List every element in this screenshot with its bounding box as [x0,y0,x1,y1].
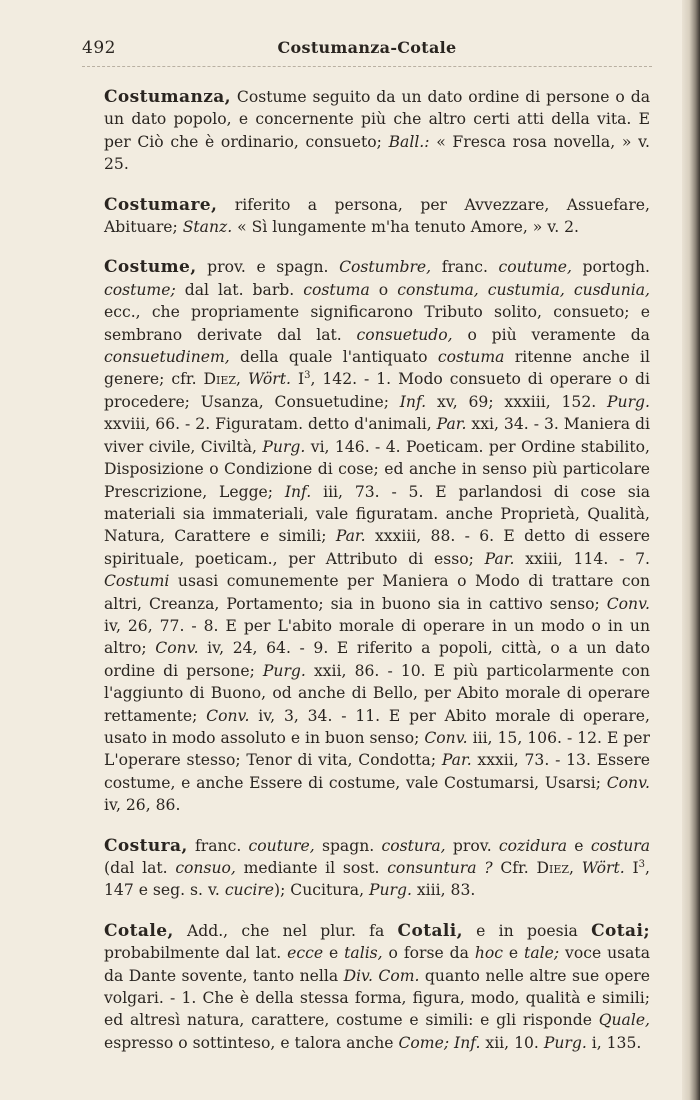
entry-text: iv, 3, 34. - 11. E per Abito morale di operare, usato in modo assoluto e in buon senso; [104,706,650,747]
page-number: 492 [82,38,116,58]
citation-italic: Costumbre, [339,258,432,277]
citation-italic: Costumi [104,572,170,591]
entry-text: , [236,370,248,389]
entry-text: xxii, 86. - 10. E più particolarmente con l'aggiunto di Buono, od anche di Bello, per Abito morale di operare rettamente; [104,661,650,725]
page-header [82,38,652,66]
citation-italic: costume; [104,280,176,299]
entry-text: xxxiii, 88. - 6. E detto di essere spirituale, poeticam., per Attributo di esso; [104,527,650,568]
citation-italic: consuetudinem, [104,348,230,367]
entry-text: e [502,944,525,963]
citation-italic: coutume, [498,258,572,277]
entry-text: Diez [536,859,569,877]
citation-italic: tale; [524,944,560,963]
entry-text: xii, 10. [480,1033,544,1052]
entry-headword: Costumanza, [104,87,232,107]
dictionary-entry [104,835,650,902]
citation-italic: Stanz. [182,218,233,237]
citation-italic: Par. [441,751,472,770]
entry-text: I [291,370,305,389]
entry-text: riferito a persona, per Avvezzare, Assuefare, Abituare; [104,195,650,237]
entry-text: espresso o sottinteso, e talora anche [104,1033,399,1052]
entry-text: iv, 26, 86. [104,796,181,815]
entry-text: ecc., che propriamente significarono Tributo solito, consueto; e sembrano derivate dal lat. [104,303,650,344]
entry-text: (dal lat. [104,859,176,877]
citation-italic: costura [590,836,650,855]
entry-text: della quale l'antiquato [229,348,438,367]
entry-text: xxxii, 73. - 13. Essere costume, e anche Essere di costume, vale Costumarsi, Usarsi; [104,751,650,792]
citation-italic: Conv. [424,728,468,747]
citation-italic: Inf. [454,1033,481,1052]
entry-text: spagn. [314,836,382,855]
citation-italic: costura, [381,836,446,855]
entry-text: o [369,280,398,299]
entry-text: , 142. - 1. Modo consueto di operare o di procedere; Usanza, Consuetudine; [104,370,650,411]
entry-text: e [567,836,591,855]
entry-headword: Cotale, [104,920,174,941]
citation-italic: Wört. [581,859,625,877]
entry-text: xv, 69; xxxiii, 152. [426,392,608,411]
citation-italic: Conv. [606,594,650,613]
entry-text: portogh. [571,258,650,277]
entry-text: o più veramente da [452,325,650,344]
citation-italic: consuo, [175,859,236,877]
entry-text: xxiii, 114. - 7. [514,549,651,568]
entry-text: iii, 73. - 5. E parlandosi di cose sia materiali sia immateriali, vale figuratam. anche Proprietà, Qualità, Natura, Carattere e simili; [104,482,650,546]
dictionary-entry [104,256,650,816]
citation-italic: Par. [484,549,515,568]
entry-text: dal lat. barb. [175,280,304,299]
entry-text: « Sì lungamente m'ha tenuto Amore, » v. 2. [232,218,579,237]
citation-italic: Div. Com. [343,966,420,985]
entry-text: Costume seguito da un dato ordine di persone o da un dato popolo, e concernente più che altro certi atti della vita. E per Ciò che è ordinario, consueto; [104,88,650,151]
entry-text: franc. [431,258,499,277]
dictionary-entry [104,920,650,1054]
dictionary-entry [104,86,650,176]
entry-text: 3 [638,858,645,870]
entry-text: e in poesia [462,921,592,940]
citation-italic: constuma, custumia, cusdunia, [397,280,650,299]
citation-italic: cozidura [498,836,568,855]
entry-text: i, 135. [586,1033,642,1052]
citation-italic: Par. [436,415,467,434]
inline-headword: Cotai; [591,920,650,941]
citation-italic: hoc [474,944,503,963]
entry-text: quanto nelle altre sue opere volgari. - 1. Che è della stessa forma, figura, modo, qualità e simili; ed altresì natura, carattere, costume e simili: e gli risponde [104,966,650,1030]
entry-text: usasi comunemente per Maniera o Modo di trattare con altri, Creanza, Portamento; sia in buono sia in cattivo senso; [104,572,650,613]
citation-italic: couture, [248,836,315,855]
citation-italic: Purg. [368,881,412,900]
entry-text: Diez [203,370,237,389]
page-edge-shadow [682,0,700,1100]
citation-italic: Quale, [598,1011,650,1030]
citation-italic: costuma [303,280,370,299]
citation-italic: Conv. [206,706,250,725]
citation-italic: Purg. [543,1033,587,1052]
entry-text: ritenne anche il genere; cfr. [104,348,650,389]
entry-text: Cfr. [492,859,537,877]
inline-headword: Cotali, [397,920,463,941]
entry-text: ); Cucitura, [274,881,369,900]
entry-text: probabilmente dal lat. [104,944,288,963]
entry-text: I [624,859,639,877]
citation-italic: Conv. [155,639,199,658]
entry-text: mediante il sost. [235,859,388,877]
citation-italic: costuma [437,348,505,367]
entry-text: « Fresca rosa novella, » v. 25. [104,132,650,174]
entry-text: xxviii, 66. - 2. Figuratam. detto d'animali, [104,415,437,434]
citation-italic: consuetudo, [356,325,453,344]
entry-headword: Costura, [104,835,188,856]
entry-text: iv, 24, 64. - 9. E riferito a popoli, città, o a un dato ordine di persone; [104,639,650,680]
citation-italic: Wört. [247,370,291,389]
citation-italic: ecce [287,944,324,963]
entry-text: franc. [187,836,249,855]
dictionary-body [104,86,650,1072]
entry-text: prov. e spagn. [196,258,340,277]
entry-text: voce usata da Dante sovente, tanto nella [104,944,650,985]
dictionary-entry [104,194,650,239]
citation-italic: Purg. [262,437,306,456]
citation-italic: consuntura ? [387,859,493,877]
entry-text: xxi, 34. - 3. Maniera di viver civile, Civiltà, [104,415,650,456]
header-rule [82,66,652,67]
citation-italic: Inf. [399,392,427,411]
citation-italic: Par. [335,527,366,546]
entry-text: iv, 26, 77. - 8. E per L'abito morale di operare in un modo o in un altro; [104,616,650,658]
entry-text: 3 [304,370,311,382]
entry-text: iii, 15, 106. - 12. E per L'operare stesso; Tenor di vita, Condotta; [104,728,650,770]
entry-text: prov. [445,836,499,855]
entry-text: vi, 146. - 4. Poeticam. per Ordine stabilito, Disposizione o Condizione di cose; ed anche in senso più particolare Prescrizione, Legge; [104,437,650,501]
citation-italic: cucire [224,881,275,900]
citation-italic: Inf. [284,482,312,501]
citation-italic: Come; [398,1033,450,1052]
entry-text: , [569,859,582,877]
entry-text: , 147 e seg. s. v. [104,859,650,900]
entry-headword: Costume, [104,257,197,278]
running-head: Costumanza-Cotale [277,38,457,57]
entry-text: Add., che nel plur. fa [173,921,398,940]
citation-italic: Ball.: [388,132,430,151]
entry-text: o forse da [382,944,475,963]
entry-text: xiii, 83. [411,881,476,900]
citation-italic: talis, [344,944,383,963]
entry-text: e [323,944,345,963]
entry-headword: Costumare, [104,194,218,215]
citation-italic: Purg. [262,661,306,680]
citation-italic: Conv. [606,773,650,792]
citation-italic: Purg. [607,392,650,411]
